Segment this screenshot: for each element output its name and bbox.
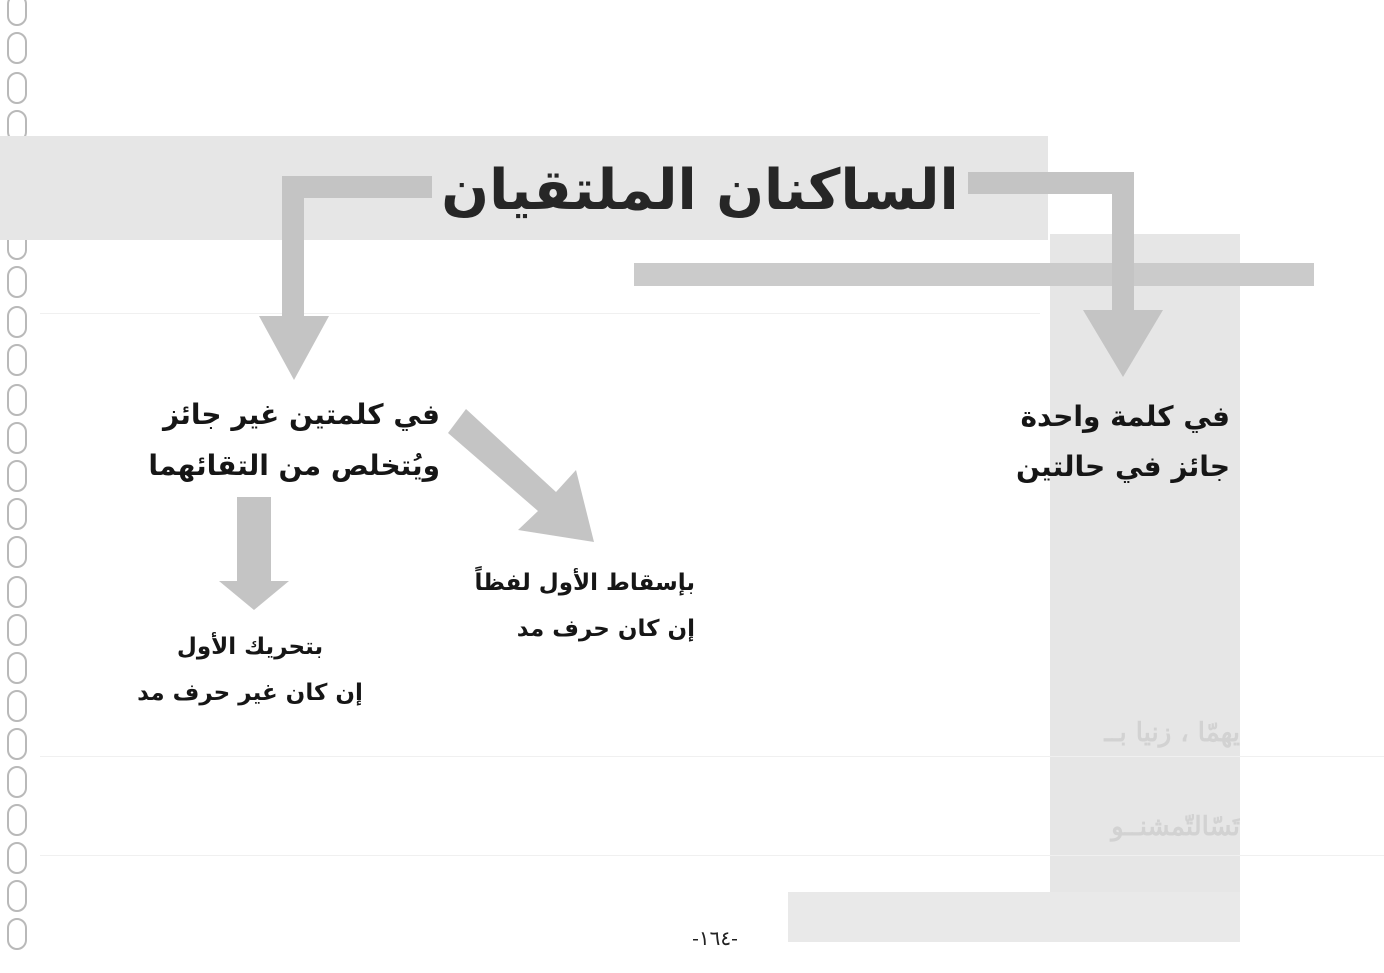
node-move-first <box>125 624 375 716</box>
arrow-left-horizontal <box>282 176 432 198</box>
arrow-left-vertical <box>282 176 304 318</box>
node-move-first-line1: بتحريك الأول <box>176 634 324 660</box>
node-one-word <box>1010 392 1230 492</box>
node-two-words-line1: في كلمتين غير جائز <box>162 398 440 431</box>
arrow-down-vertical <box>237 497 271 583</box>
arrow-down-head <box>219 581 289 610</box>
arrow-right-vertical <box>1112 172 1134 312</box>
node-two-words <box>150 389 440 491</box>
arrow-right-horizontal <box>968 172 1134 194</box>
page-number: -١٦٤- <box>692 926 738 950</box>
diagram-title: الساكنان الملتقيان <box>441 158 959 223</box>
arrow-right-head <box>1083 310 1163 377</box>
node-drop-first-line1: بإسقاط الأول لفظاً <box>474 570 695 596</box>
bleed-through-line: يهمّا ، زنيا بــ <box>1104 718 1240 748</box>
arrow-left-head <box>259 316 329 380</box>
bleed-through-line: تَسّالتّمشنــو <box>1111 812 1240 842</box>
node-one-word-line2: جائز في حالتين <box>1015 450 1230 483</box>
arrow-diagonal <box>448 409 594 542</box>
node-drop-first <box>470 560 695 652</box>
node-drop-first-line2: إن كان حرف مد <box>516 616 695 642</box>
node-two-words-line2: ويُتخلص من التقائهما <box>148 449 440 482</box>
node-move-first-line2: إن كان غير حرف مد <box>137 680 363 706</box>
node-one-word-line1: في كلمة واحدة <box>1020 400 1230 433</box>
